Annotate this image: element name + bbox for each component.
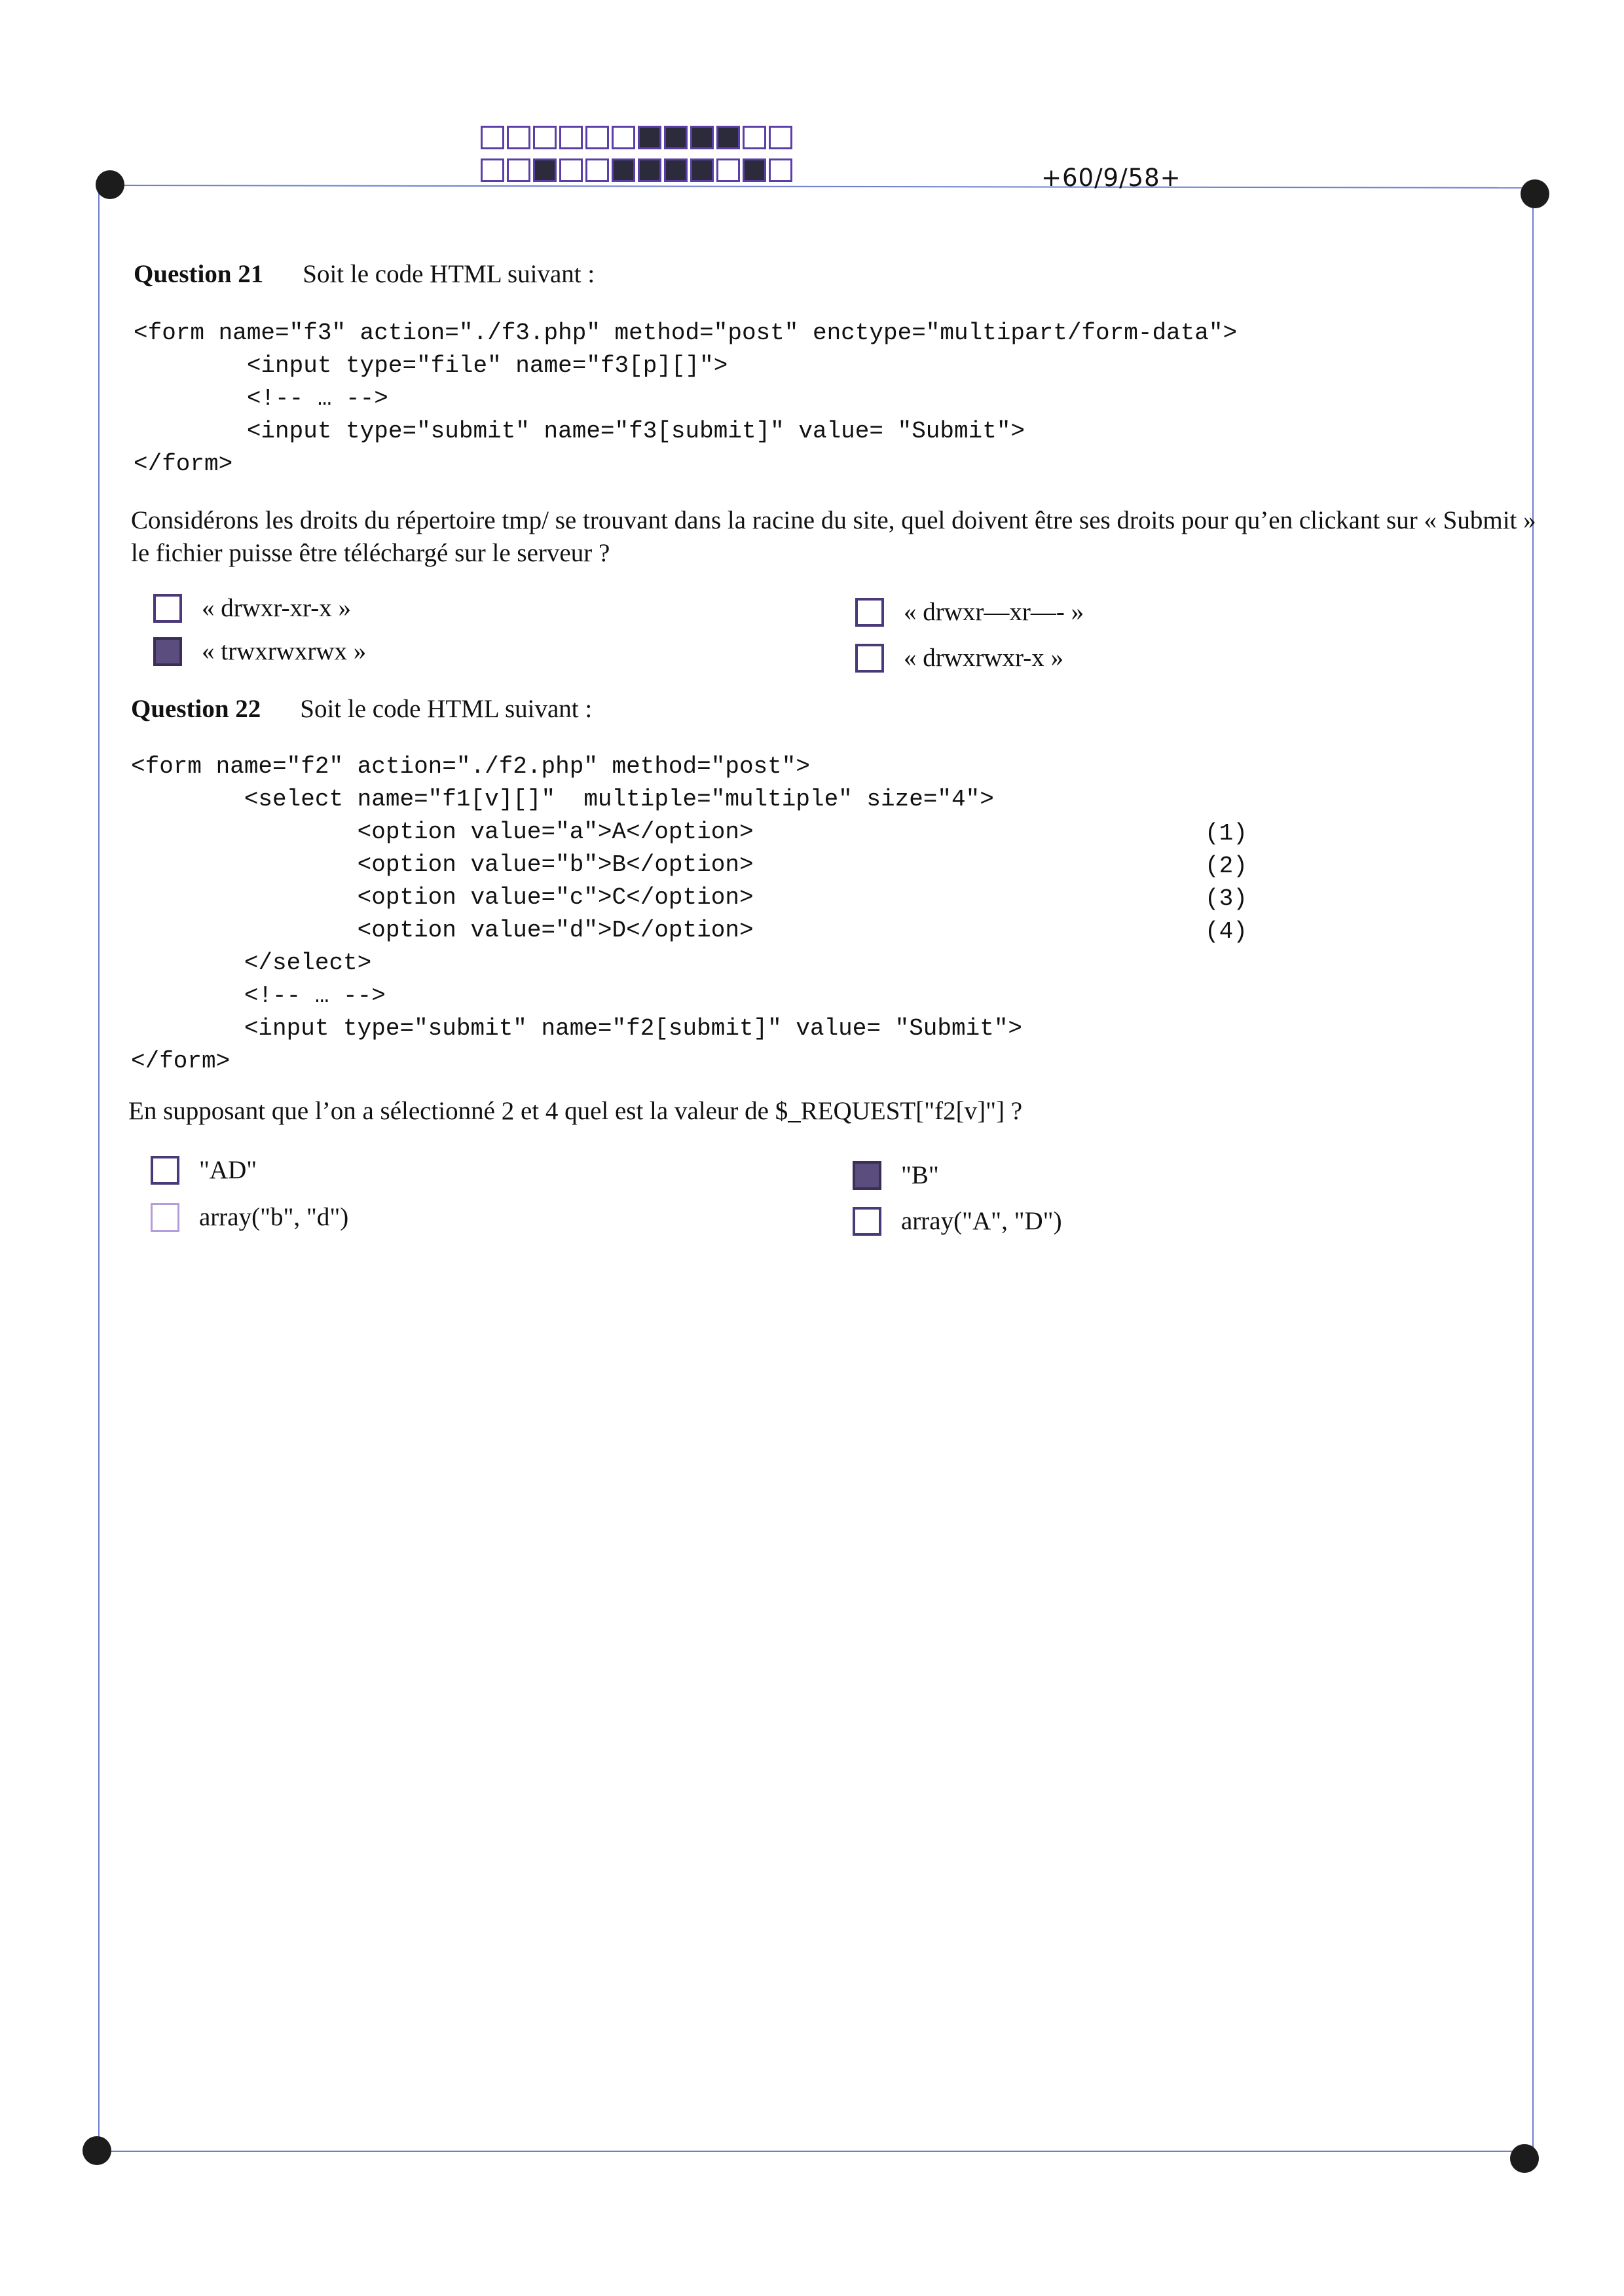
question-21-code: <form name="f3" action="./f3.php" method="post" enctype="multipart/form-data"> <input type="file" name="f3[p][]"> <!-- … --> <input type="submit" name="f3[submit]" value= "Submit"> </form> [134, 320, 1238, 477]
option-number: (4) [1205, 918, 1247, 945]
barcode-cell [585, 126, 609, 149]
barcode-cell [716, 158, 740, 182]
barcode-cell [664, 158, 688, 182]
answer-label: « drwxrwxr-x » [904, 644, 1063, 672]
checkbox[interactable] [855, 644, 884, 673]
question-21-text: Considérons les droits du répertoire tmp/ se trouvant dans la racine du site, quel doivent être ses droits pour qu’en clickant sur « Submit » le fichier puisse être téléchargé sur le serveur ? [131, 506, 1536, 567]
corner-mark-top-left [96, 170, 124, 199]
frame-top-line [110, 185, 1538, 189]
answer-label: array("A", "D") [901, 1207, 1062, 1235]
checkbox[interactable] [151, 1156, 179, 1185]
barcode-cell [690, 158, 714, 182]
question-number: Question 21 [134, 260, 264, 288]
answer-label: array("b", "d") [199, 1203, 349, 1231]
barcode-cell [559, 158, 583, 182]
option-number: (2) [1205, 853, 1247, 880]
q21-answer-4[interactable] [855, 643, 1063, 673]
q22-answer-1[interactable] [151, 1155, 257, 1185]
option-number: (1) [1205, 820, 1247, 847]
answer-label: « drwxr—xr—- » [904, 598, 1084, 626]
barcode-cell [481, 158, 504, 182]
answer-label: « trwxrwxrwx » [202, 637, 367, 665]
barcode-cell [769, 158, 792, 182]
question-21-heading [134, 259, 595, 289]
checkbox[interactable] [151, 1203, 179, 1232]
q22-answer-4[interactable] [853, 1206, 1062, 1236]
corner-mark-top-right [1521, 179, 1549, 208]
question-22-text: En supposant que l’on a sélectionné 2 et 4 quel est la valeur de $_REQUEST["f2[v]"] ? [128, 1097, 1023, 1125]
frame-left-line [98, 190, 100, 2148]
checkbox[interactable] [855, 598, 884, 627]
barcode-cell [507, 158, 530, 182]
frame-right-line [1532, 196, 1534, 2161]
barcode-cell [481, 126, 504, 149]
barcode-cell [743, 158, 766, 182]
question-22-heading [131, 694, 592, 724]
q21-answer-3[interactable] [153, 637, 366, 666]
question-intro: Soit le code HTML suivant : [300, 695, 593, 723]
corner-mark-bottom-left [83, 2136, 111, 2165]
checkbox[interactable] [853, 1207, 881, 1236]
barcode-row-1 [481, 126, 795, 149]
answer-label: « drwxr-xr-x » [202, 594, 352, 622]
frame-bottom-line [98, 2151, 1526, 2152]
barcode-cell [638, 126, 661, 149]
q21-answer-2[interactable] [855, 597, 1084, 627]
answer-label: "B" [901, 1161, 939, 1189]
q21-answer-1[interactable] [153, 593, 351, 623]
answer-label: "AD" [199, 1156, 257, 1184]
page-id: +60/9/58+ [1041, 164, 1181, 192]
q22-answer-2[interactable] [853, 1160, 939, 1190]
barcode-row-2 [481, 158, 795, 182]
question-intro: Soit le code HTML suivant : [303, 260, 595, 288]
checkbox[interactable] [853, 1161, 881, 1190]
barcode-cell [769, 126, 792, 149]
barcode-cell [507, 126, 530, 149]
barcode-cell [743, 126, 766, 149]
checkbox[interactable] [153, 637, 182, 666]
barcode-cell [533, 158, 557, 182]
barcode-cell [612, 126, 635, 149]
barcode-cell [638, 158, 661, 182]
barcode-cell [585, 158, 609, 182]
checkbox[interactable] [153, 594, 182, 623]
q22-answer-3[interactable] [151, 1202, 348, 1232]
barcode-cell [559, 126, 583, 149]
barcode-cell [664, 126, 688, 149]
barcode-cell [690, 126, 714, 149]
barcode-cell [533, 126, 557, 149]
barcode-cell [716, 126, 740, 149]
corner-mark-bottom-right [1510, 2144, 1539, 2173]
barcode-cell [612, 158, 635, 182]
question-number: Question 22 [131, 695, 261, 723]
option-number: (3) [1205, 885, 1247, 912]
question-22-code: <form name="f2" action="./f2.php" method="post"> <select name="f1[v][]" multiple="multiple" size="4"> <option value="a">A</option> <option value="b">B</option> <option value="c">C</option> <option value="d">D</option> </select> <!-- … --> <input type="submit" name="f2[submit]" value= "Submit"> </form> [131, 753, 1023, 1075]
